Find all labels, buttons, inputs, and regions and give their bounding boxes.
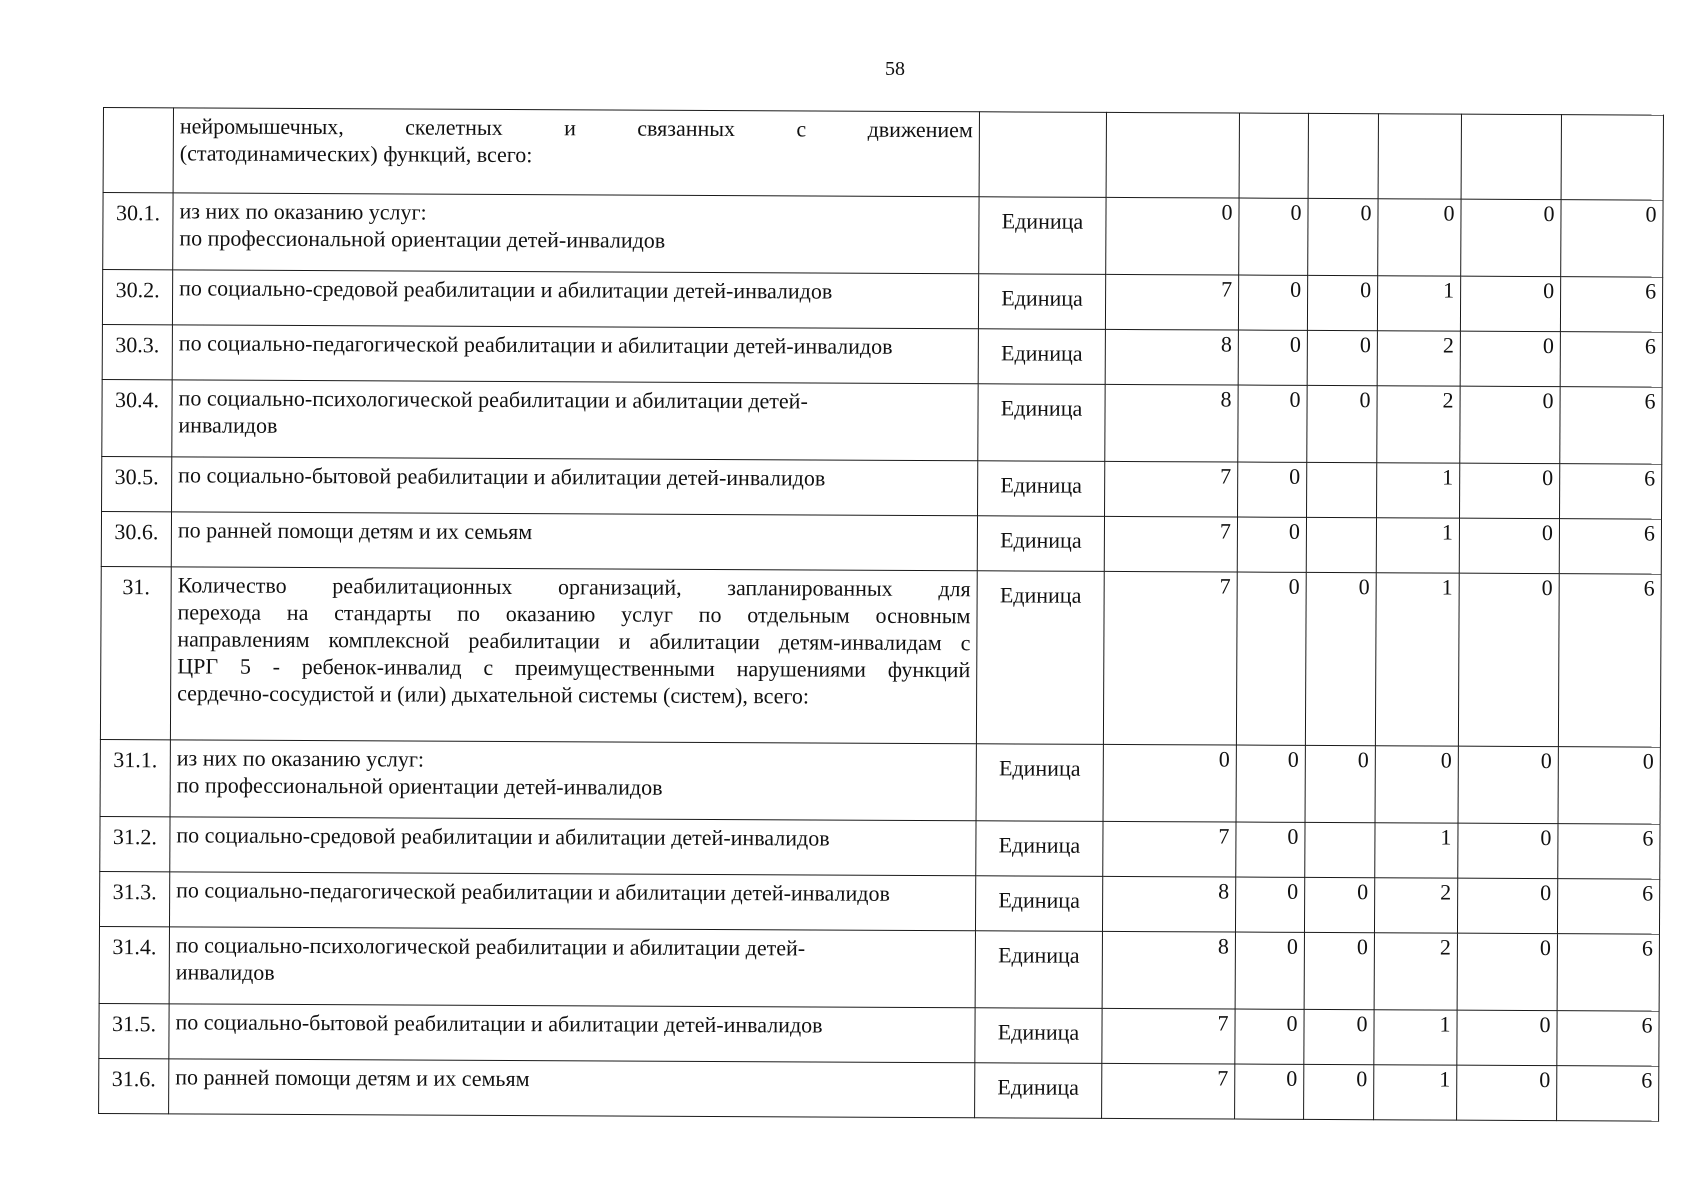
table-row xyxy=(103,193,1663,278)
value-cell: 1 xyxy=(1375,573,1459,746)
value-cell: 2 xyxy=(1377,386,1460,463)
table-row xyxy=(102,270,1662,333)
value-cell: 0 xyxy=(1238,330,1307,385)
table-row xyxy=(102,379,1662,464)
row-description xyxy=(169,1004,975,1063)
table-row xyxy=(101,511,1661,574)
value-cell: 0 xyxy=(1457,878,1557,933)
row-number: 30.5. xyxy=(102,456,172,511)
value-cell: 2 xyxy=(1374,878,1457,933)
value-cell: 0 xyxy=(1236,572,1306,745)
value-cell: 0 xyxy=(1460,331,1560,386)
row-number: 31.3. xyxy=(99,871,169,926)
value-cell: 2 xyxy=(1374,933,1457,1010)
description-line: по социально-педагогической реабилитации и абилитации детей-инвалидов xyxy=(176,877,890,906)
value-cell xyxy=(1307,462,1377,517)
value-cell: 0 xyxy=(1375,746,1458,823)
table-row xyxy=(99,1003,1659,1066)
value-cell: 0 xyxy=(1305,572,1376,745)
row-description xyxy=(170,817,976,876)
value-cell: 0 xyxy=(1103,744,1236,822)
row-unit: Единица xyxy=(976,744,1103,822)
value-cell: 6 xyxy=(1557,934,1659,1011)
description-line: сердечно-сосудистой и (или) дыхательной системы (систем), всего: xyxy=(177,680,810,709)
value-cell: 0 xyxy=(1457,1010,1557,1065)
value-cell: 7 xyxy=(1105,274,1238,330)
row-unit: Единица xyxy=(978,384,1105,462)
value-cell: 6 xyxy=(1560,332,1662,387)
value-cell: 2 xyxy=(1377,331,1460,386)
value-cell xyxy=(1306,517,1376,572)
description-line: нейромышечных, скелетных и связанных с движением xyxy=(179,113,973,143)
row-unit xyxy=(979,112,1106,198)
value-cell: 0 xyxy=(1461,199,1561,276)
page-number: 58 xyxy=(885,58,905,80)
table-row xyxy=(100,816,1660,879)
table-row xyxy=(99,1058,1659,1121)
description-line: по социально-психологической реабилитации и абилитации детей- xyxy=(178,385,808,414)
value-cell: 0 xyxy=(1378,199,1461,276)
row-number: 31.6. xyxy=(99,1058,169,1113)
row-unit: Единица xyxy=(978,274,1105,330)
description-line: по социально-бытовой реабилитации и абилитации детей-инвалидов xyxy=(175,1009,823,1038)
value-cell: 0 xyxy=(1308,198,1378,275)
value-cell: 8 xyxy=(1105,329,1238,385)
description-line: по социально-педагогической реабилитации и абилитации детей-инвалидов xyxy=(178,330,893,359)
value-cell: 7 xyxy=(1105,461,1238,517)
value-cell: 0 xyxy=(1305,745,1375,822)
description-line: направлениям комплексной реабилитации и абилитации детям-инвалидам с xyxy=(177,626,971,656)
value-cell: 6 xyxy=(1557,1011,1659,1066)
description-line: (статодинамических) функций, всего: xyxy=(179,140,533,168)
row-description xyxy=(169,927,975,1008)
row-number: 31. xyxy=(100,566,171,739)
description-line: из них по оказанию услуг: xyxy=(179,198,427,225)
value-cell: 1 xyxy=(1376,518,1459,573)
row-unit: Единица xyxy=(975,1063,1102,1119)
value-cell: 0 xyxy=(1304,877,1374,932)
row-number: 30.6. xyxy=(101,511,171,566)
row-unit: Единица xyxy=(975,1008,1102,1064)
value-cell: 0 xyxy=(1235,1009,1304,1064)
value-cell: 0 xyxy=(1458,823,1558,878)
value-cell: 0 xyxy=(1304,1009,1374,1064)
description-line: инвалидов xyxy=(178,412,278,438)
row-unit: Единица xyxy=(975,931,1102,1009)
value-cell: 0 xyxy=(1235,877,1304,932)
row-description xyxy=(172,325,978,384)
row-number: 31.5. xyxy=(99,1003,169,1058)
value-cell: 7 xyxy=(1103,821,1236,877)
value-cell: 1 xyxy=(1374,1065,1457,1120)
description-line: из них по оказанию услуг: xyxy=(176,745,425,772)
value-cell: 8 xyxy=(1102,876,1235,932)
value-cell: 0 xyxy=(1238,462,1307,517)
description-line: по профессиональной ориентации детей-инвалидов xyxy=(179,225,666,253)
row-number: 30.1. xyxy=(103,193,173,270)
description-line: по социально-психологической реабилитации и абилитации детей- xyxy=(175,932,806,961)
indicators-table xyxy=(98,107,1664,1122)
value-cell: 6 xyxy=(1560,464,1662,519)
row-unit: Единица xyxy=(975,876,1102,932)
value-cell: 6 xyxy=(1560,277,1662,332)
description-line: по социально-средовой реабилитации и абилитации детей-инвалидов xyxy=(176,822,830,851)
row-unit: Единица xyxy=(979,197,1106,275)
description-line: по социально-бытовой реабилитации и абилитации детей-инвалидов xyxy=(178,462,826,491)
value-cell: 0 xyxy=(1457,933,1557,1010)
table-row xyxy=(100,739,1660,824)
value-cell: 7 xyxy=(1104,516,1237,572)
value-cell: 0 xyxy=(1235,1064,1304,1119)
value-cell xyxy=(1106,112,1239,198)
value-cell xyxy=(1378,114,1461,199)
description-line: ЦРГ 5 - ребенок-инвалид с преимущественными нарушениями функций xyxy=(177,653,971,683)
row-number: 30.2. xyxy=(102,270,172,325)
value-cell xyxy=(1239,113,1308,198)
row-description xyxy=(172,457,978,516)
value-cell: 7 xyxy=(1103,571,1237,745)
row-description xyxy=(170,567,977,744)
row-number: 31.2. xyxy=(100,816,170,871)
value-cell xyxy=(1561,115,1663,200)
value-cell: 0 xyxy=(1236,745,1305,822)
value-cell: 1 xyxy=(1375,823,1458,878)
value-cell: 0 xyxy=(1460,276,1560,331)
value-cell: 0 xyxy=(1458,573,1559,746)
value-cell: 0 xyxy=(1307,275,1377,330)
row-description xyxy=(170,740,976,821)
value-cell: 0 xyxy=(1304,932,1374,1009)
row-description xyxy=(169,1059,975,1118)
row-unit: Единица xyxy=(978,461,1105,517)
description-line: по ранней помощи детям и их семьям xyxy=(177,517,533,545)
row-number xyxy=(103,108,173,193)
row-number: 30.4. xyxy=(102,379,172,456)
description-line: по социально-средовой реабилитации и абилитации детей-инвалидов xyxy=(179,275,833,304)
value-cell: 6 xyxy=(1557,1066,1659,1121)
value-cell xyxy=(1308,113,1378,198)
description-line: перехода на стандарты по оказанию услуг по отдельным основным xyxy=(177,599,971,629)
value-cell: 0 xyxy=(1460,386,1560,463)
value-cell xyxy=(1305,822,1375,877)
value-cell xyxy=(1461,114,1561,199)
value-cell: 0 xyxy=(1238,385,1307,462)
value-cell: 0 xyxy=(1239,198,1308,275)
value-cell: 1 xyxy=(1377,463,1460,518)
value-cell: 0 xyxy=(1307,385,1377,462)
table-row xyxy=(102,456,1662,519)
value-cell: 0 xyxy=(1558,747,1660,824)
value-cell: 8 xyxy=(1102,931,1235,1009)
row-unit: Единица xyxy=(977,516,1104,572)
row-description xyxy=(173,193,979,274)
table-row xyxy=(100,566,1661,747)
value-cell: 0 xyxy=(1459,518,1559,573)
table-row xyxy=(99,871,1659,934)
row-number: 30.3. xyxy=(102,324,172,379)
value-cell: 6 xyxy=(1558,574,1661,747)
description-line: по профессиональной ориентации детей-инвалидов xyxy=(176,772,663,800)
value-cell: 0 xyxy=(1238,275,1307,330)
value-cell: 0 xyxy=(1561,200,1663,277)
row-description xyxy=(171,512,977,571)
value-cell: 6 xyxy=(1560,387,1662,464)
value-cell: 7 xyxy=(1102,1063,1235,1119)
value-cell: 1 xyxy=(1377,276,1460,331)
value-cell: 0 xyxy=(1460,463,1560,518)
description-line: Количество реабилитационных организаций, запланированных для xyxy=(177,572,971,602)
value-cell: 0 xyxy=(1236,822,1305,877)
row-unit: Единица xyxy=(978,329,1105,385)
value-cell: 0 xyxy=(1307,330,1377,385)
table-row xyxy=(99,926,1659,1011)
description-line: инвалидов xyxy=(175,959,275,985)
value-cell: 6 xyxy=(1559,519,1661,574)
value-cell: 1 xyxy=(1374,1010,1457,1065)
value-cell: 6 xyxy=(1557,879,1659,934)
row-description xyxy=(172,380,978,461)
value-cell: 0 xyxy=(1237,517,1306,572)
description-line: по ранней помощи детям и их семьям xyxy=(175,1064,530,1092)
row-unit: Единица xyxy=(976,571,1104,745)
value-cell: 7 xyxy=(1102,1008,1235,1064)
value-cell: 8 xyxy=(1105,384,1238,462)
row-description xyxy=(169,872,975,931)
row-number: 31.1. xyxy=(100,739,170,816)
row-description xyxy=(173,108,979,197)
table-row xyxy=(102,324,1662,387)
value-cell: 0 xyxy=(1304,1064,1374,1119)
row-description xyxy=(172,270,978,329)
value-cell: 0 xyxy=(1457,1065,1557,1120)
value-cell: 0 xyxy=(1458,746,1558,823)
value-cell: 0 xyxy=(1106,197,1239,275)
value-cell: 0 xyxy=(1235,932,1304,1009)
table-body xyxy=(99,108,1664,1122)
value-cell: 6 xyxy=(1558,824,1660,879)
row-number: 31.4. xyxy=(99,926,169,1003)
row-unit: Единица xyxy=(976,821,1103,877)
table-row xyxy=(103,108,1663,201)
